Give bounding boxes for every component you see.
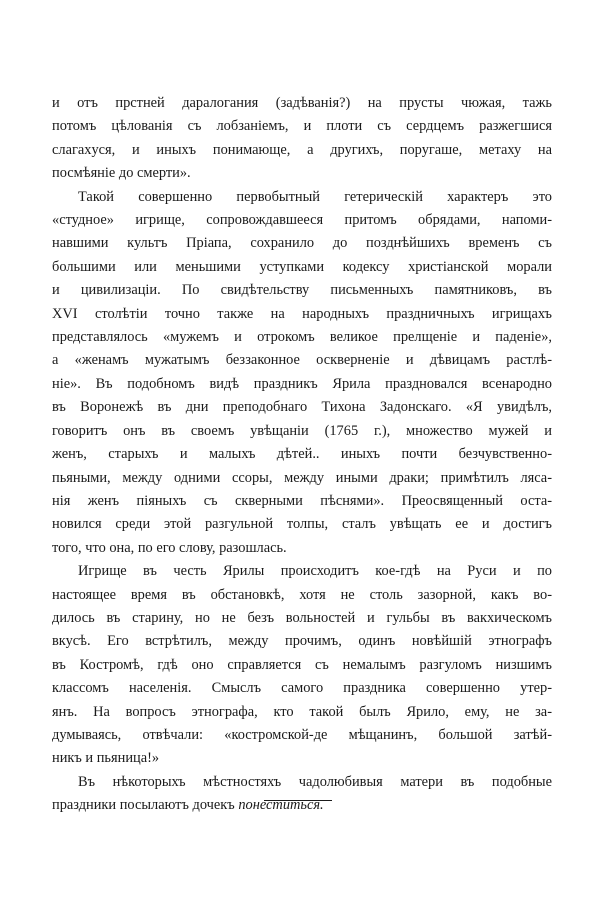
text-line: янъ. На вопросъ этнографа, кто такой былъ Ярило, ему, не за- bbox=[52, 703, 552, 720]
paragraph-3 bbox=[52, 560, 552, 771]
paragraph-4 bbox=[52, 771, 552, 818]
text-line: и цивилизаціи. По свидѣтельству письменныхъ памятниковъ, въ bbox=[52, 282, 552, 299]
text-line: ніе». Въ подобномъ видѣ праздникъ Ярила праздновался всенародно bbox=[52, 375, 552, 392]
text-line: Въ нѣкоторыхъ мѣстностяхъ чадолюбивыя матери въ подобные bbox=[78, 773, 552, 790]
page-body bbox=[52, 92, 552, 818]
text-line: и отъ прстней даралогания (задѣванія?) на прусты чюжая, тажь bbox=[52, 95, 552, 111]
text-line: никъ и пьяница!» bbox=[52, 750, 160, 767]
text-line: посмѣянiе до смерти». bbox=[52, 165, 191, 182]
text-line: того, что она, по его слову, разошлась. bbox=[52, 539, 287, 556]
text-line: «студное» игрище, сопровождавшееся притомъ обрядами, напоми- bbox=[52, 212, 552, 229]
paragraph-2 bbox=[52, 186, 552, 561]
italic-text-run: понеститься. bbox=[238, 797, 324, 814]
paragraph-1 bbox=[52, 92, 552, 186]
text-line: говоритъ онъ въ своемъ увѣщаніи (1765 г.), множество мужей и bbox=[52, 422, 552, 439]
text-line: вкусѣ. Его встрѣтилъ, между прочимъ, одинъ новѣйшій этнографъ bbox=[52, 633, 552, 650]
text-line: Игрище въ честь Ярилы происходитъ кое-гдѣ на Руси и по bbox=[78, 563, 552, 580]
text-line: пьяными, между одними ссоры, между иными драки; примѣтилъ ляса- bbox=[52, 469, 552, 486]
text-line: представлялось «мужемъ и отрокомъ великое прелщеніе и паденіе», bbox=[52, 329, 552, 346]
text-line: думываясь, отвѣчали: «костромской-де мѣщанинъ, большой затѣй- bbox=[52, 726, 552, 743]
text-line: большими или меньшими уступками кодексу христіанской морали bbox=[52, 258, 552, 275]
text-line: Такой совершенно первобытный гетерическій характеръ это bbox=[78, 188, 552, 205]
text-line: новился среди этой разгульной толпы, сталъ увѣщать ее и достигъ bbox=[52, 516, 552, 533]
text-line: XVI столѣтіи точно также на народныхъ праздничныхъ игрищахъ bbox=[52, 305, 552, 322]
section-divider-rule bbox=[264, 800, 332, 801]
text-line: въ Костромѣ, гдѣ оно справляется съ немалымъ разгуломъ низшимъ bbox=[52, 656, 552, 673]
text-line: дилось въ старину, но не безъ вольностей и гульбы въ вакхическомъ bbox=[52, 609, 552, 626]
text-line: классомъ населенія. Смыслъ самого праздника совершенно утер- bbox=[52, 680, 552, 697]
text-line: нія женъ піяныхъ съ скверными пѣснями». Преосвященный оста- bbox=[52, 492, 552, 509]
text-line: потомъ цѣлованія съ лобзаніемъ, и плоти съ сердцемъ разжегшися bbox=[52, 118, 552, 135]
text-line: въ Воронежѣ въ дни преподобнаго Тихона Задонскаго. «Я увидѣлъ, bbox=[52, 399, 552, 416]
text-line: а «женамъ мужатымъ беззаконное оскверненіе и дѣвицамъ растлѣ- bbox=[52, 352, 552, 369]
text-line: навшими культъ Пріапа, сохранило до позднѣйшихъ временъ съ bbox=[52, 235, 552, 252]
text-run: праздники посылаютъ дочекъ bbox=[52, 797, 235, 814]
text-line: женъ, старыхъ и малыхъ дѣтей.. иныхъ почти безчувственно- bbox=[52, 446, 552, 463]
text-line: настоящее время въ обстановкѣ, хотя не столь зазорной, какъ во- bbox=[52, 586, 552, 603]
text-line bbox=[52, 794, 552, 817]
text-line: слагаxуся, и иныxъ понимающе, а другихъ, поругаше, метаху на bbox=[52, 141, 552, 158]
